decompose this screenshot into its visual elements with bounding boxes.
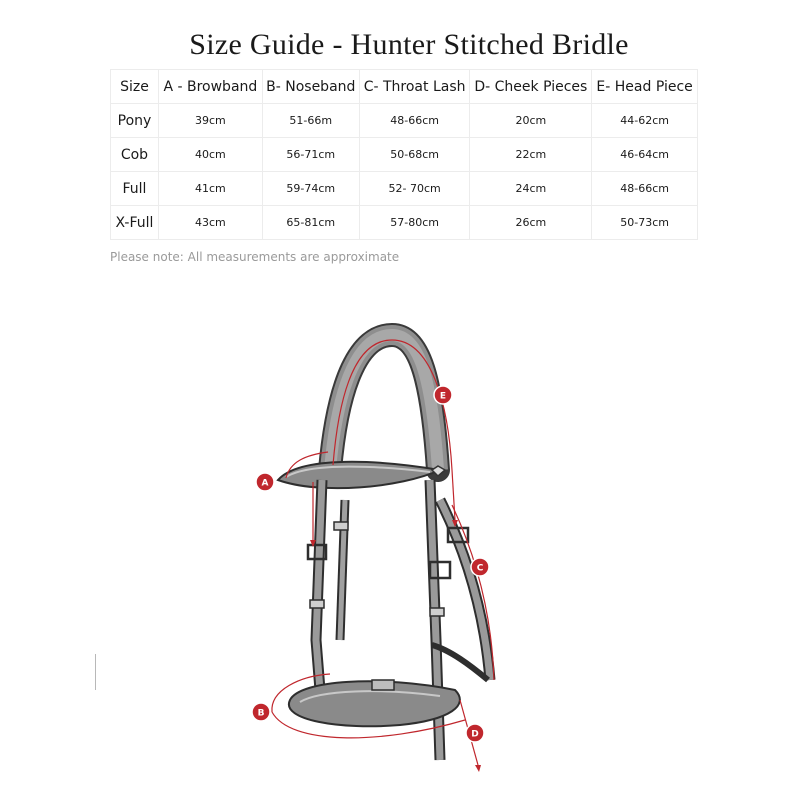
marker-c-label: C	[476, 563, 484, 574]
marker-d-label: D	[471, 729, 479, 740]
table-cell: 48-66cm	[592, 172, 698, 206]
table-cell: 59-74cm	[262, 172, 359, 206]
table-cell: 39cm	[158, 104, 262, 138]
table-cell: 26cm	[470, 206, 592, 240]
bridle-diagram	[230, 320, 520, 780]
table-cell: 56-71cm	[262, 138, 359, 172]
table-cell: 43cm	[158, 206, 262, 240]
table-row	[111, 206, 698, 240]
table-row	[111, 138, 698, 172]
marker-b-label: B	[257, 708, 265, 719]
table-cell: 52- 70cm	[359, 172, 470, 206]
table-row	[111, 172, 698, 206]
table-cell: 22cm	[470, 138, 592, 172]
table-cell: 50-73cm	[592, 206, 698, 240]
table-cell: Cob	[111, 138, 159, 172]
table-cell: 40cm	[158, 138, 262, 172]
header-head-piece: E- Head Piece	[592, 70, 698, 104]
table-row	[111, 104, 698, 138]
marker-a-icon	[256, 473, 274, 491]
table-cell: 44-62cm	[592, 104, 698, 138]
marker-b-icon	[252, 703, 270, 721]
header-noseband: B- Noseband	[262, 70, 359, 104]
table-cell: 50-68cm	[359, 138, 470, 172]
marker-a-label: A	[261, 478, 269, 489]
table-cell: 65-81cm	[262, 206, 359, 240]
table-cell: 20cm	[470, 104, 592, 138]
table-header-row	[111, 70, 698, 104]
marker-c-icon	[471, 558, 489, 576]
table-cell: 57-80cm	[359, 206, 470, 240]
table-cell: Full	[111, 172, 159, 206]
table-cell: 46-64cm	[592, 138, 698, 172]
table-cell: 41cm	[158, 172, 262, 206]
header-browband: A - Browband	[158, 70, 262, 104]
divider-line	[95, 654, 96, 690]
table-cell: 24cm	[470, 172, 592, 206]
header-throat-lash: C- Throat Lash	[359, 70, 470, 104]
marker-d-icon	[466, 724, 484, 742]
table-cell: Pony	[111, 104, 159, 138]
measurement-note: Please note: All measurements are approximate	[110, 250, 400, 264]
page-title: Size Guide - Hunter Stitched Bridle	[189, 28, 629, 61]
table-cell: 48-66cm	[359, 104, 470, 138]
table-cell: 51-66m	[262, 104, 359, 138]
size-table	[110, 69, 698, 240]
table-cell: X-Full	[111, 206, 159, 240]
marker-e-icon	[434, 386, 452, 404]
header-size: Size	[111, 70, 159, 104]
marker-e-label: E	[439, 391, 447, 402]
header-cheek-pieces: D- Cheek Pieces	[470, 70, 592, 104]
